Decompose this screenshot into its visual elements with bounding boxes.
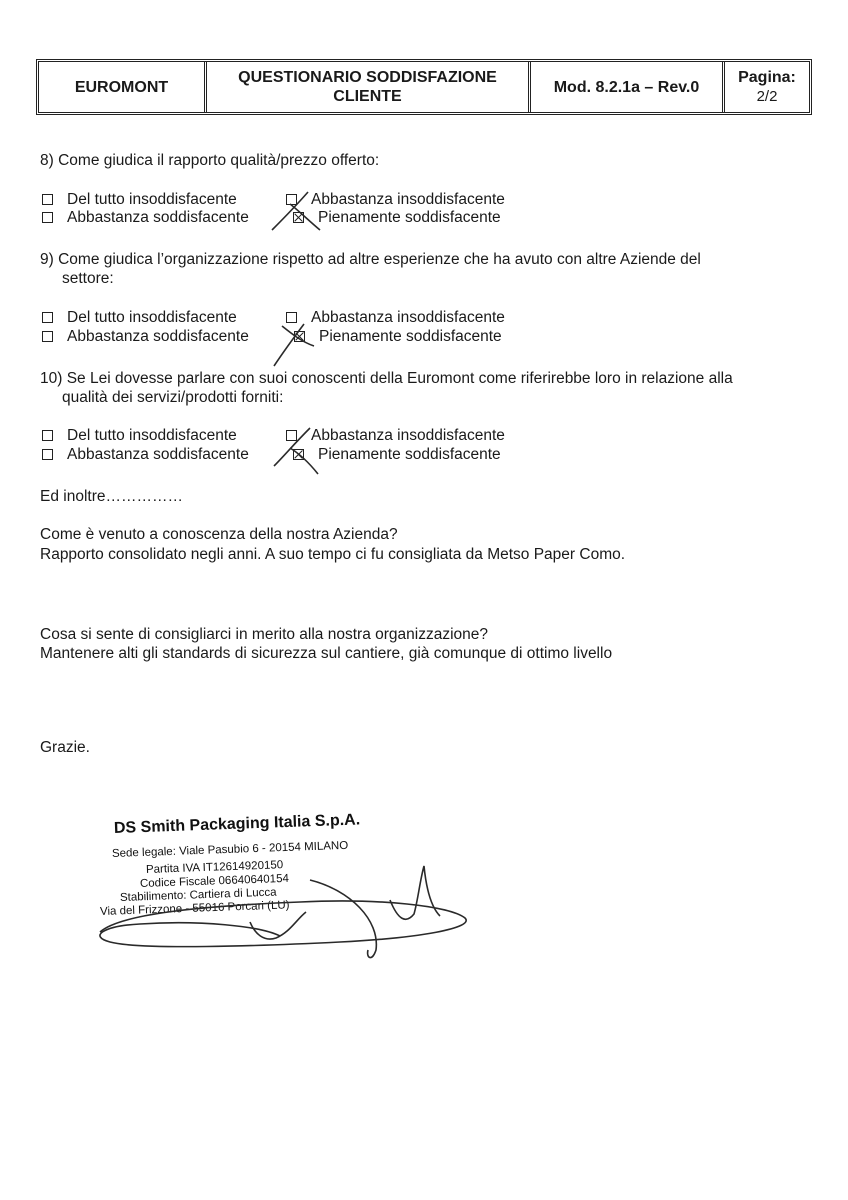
answer-consiglio: Mantenere alti gli standards di sicurezza sul cantiere, già comunque di ottimo livello — [40, 645, 613, 662]
checkbox[interactable] — [42, 194, 53, 205]
header-page — [725, 62, 809, 112]
checkbox-checked[interactable] — [293, 212, 304, 223]
header-page-value: 2/2 — [756, 88, 778, 105]
q10-option-2[interactable] — [286, 426, 505, 445]
option-label: Abbastanza soddisfacente — [67, 328, 249, 345]
checkbox[interactable] — [286, 430, 297, 441]
handwritten-signature — [80, 850, 480, 970]
q8-option-3[interactable] — [42, 208, 249, 227]
option-label: Pienamente soddisfacente — [318, 446, 501, 463]
option-label: Del tutto insoddisfacente — [67, 309, 237, 326]
q9-option-4[interactable] — [294, 327, 502, 346]
option-label: Pienamente soddisfacente — [318, 209, 501, 226]
option-label: Pienamente soddisfacente — [319, 328, 502, 345]
checkbox[interactable] — [286, 312, 297, 323]
option-label: Abbastanza soddisfacente — [67, 446, 249, 463]
q10-option-3[interactable] — [42, 445, 249, 464]
header-page-label: Pagina: — [738, 69, 796, 86]
question-9-line1: 9) Come giudica l’organizzazione rispetto ad altre esperienze che ha avuto con altre Aziende del — [40, 251, 701, 268]
answer-conoscenza: Rapporto consolidato negli anni. A suo tempo ci fu consigliata da Metso Paper Como. — [40, 546, 626, 563]
stamp-line-2: Partita IVA IT12614920150 — [145, 859, 284, 876]
stamp-line-3: Codice Fiscale 06640640154 — [139, 872, 290, 890]
question-9-line2: settore: — [62, 270, 114, 287]
question-10 — [40, 369, 733, 407]
checkbox[interactable] — [42, 449, 53, 460]
option-label: Del tutto insoddisfacente — [67, 191, 237, 208]
document-header — [36, 59, 812, 115]
question-8: 8) Come giudica il rapporto qualità/prezzo offerto: — [40, 152, 380, 169]
question-consiglio: Cosa si sente di consigliarci in merito alla nostra organizzazione? — [40, 626, 489, 643]
option-label: Abbastanza insoddisfacente — [311, 427, 505, 444]
checkbox[interactable] — [42, 212, 53, 223]
stamp-line-4: Stabilimento: Cartiera di Lucca — [119, 886, 277, 904]
checkbox[interactable] — [42, 312, 53, 323]
stamp-company: DS Smith Packaging Italia S.p.A. — [113, 811, 361, 837]
option-label: Abbastanza insoddisfacente — [311, 191, 505, 208]
header-company: EUROMONT — [39, 62, 207, 112]
header-title: QUESTIONARIO SODDISFAZIONE CLIENTE — [207, 62, 531, 112]
q9-option-2[interactable] — [286, 308, 505, 327]
option-label: Abbastanza insoddisfacente — [311, 309, 505, 326]
checkbox-checked[interactable] — [294, 331, 305, 342]
q9-option-3[interactable] — [42, 327, 249, 346]
checkbox[interactable] — [42, 430, 53, 441]
q10-option-4[interactable] — [293, 445, 501, 464]
header-module: Mod. 8.2.1a – Rev.0 — [531, 62, 725, 112]
q8-option-2[interactable] — [286, 190, 505, 209]
question-9 — [40, 250, 701, 288]
question-10-line2: qualità dei servizi/prodotti forniti: — [62, 389, 284, 406]
stamp-line-5: Via del Frizzone - 55016 Porcari (LU) — [99, 899, 290, 918]
q9-option-1[interactable] — [42, 308, 237, 327]
option-label: Del tutto insoddisfacente — [67, 427, 237, 444]
question-10-line1: 10) Se Lei dovesse parlare con suoi conoscenti della Euromont come riferirebbe loro in relazione alla — [40, 370, 733, 387]
checkbox[interactable] — [42, 331, 53, 342]
checkbox[interactable] — [286, 194, 297, 205]
q8-option-4[interactable] — [293, 208, 501, 227]
ed-inoltre: Ed inoltre…………… — [40, 488, 183, 505]
checkbox-checked[interactable] — [293, 449, 304, 460]
option-label: Abbastanza soddisfacente — [67, 209, 249, 226]
q10-option-1[interactable] — [42, 426, 237, 445]
q8-option-1[interactable] — [42, 190, 237, 209]
stamp-line-1: Sede legale: Viale Pasubio 6 - 20154 MILANO — [111, 839, 349, 860]
closing-text: Grazie. — [40, 739, 90, 756]
question-conoscenza: Come è venuto a conoscenza della nostra Azienda? — [40, 526, 398, 543]
